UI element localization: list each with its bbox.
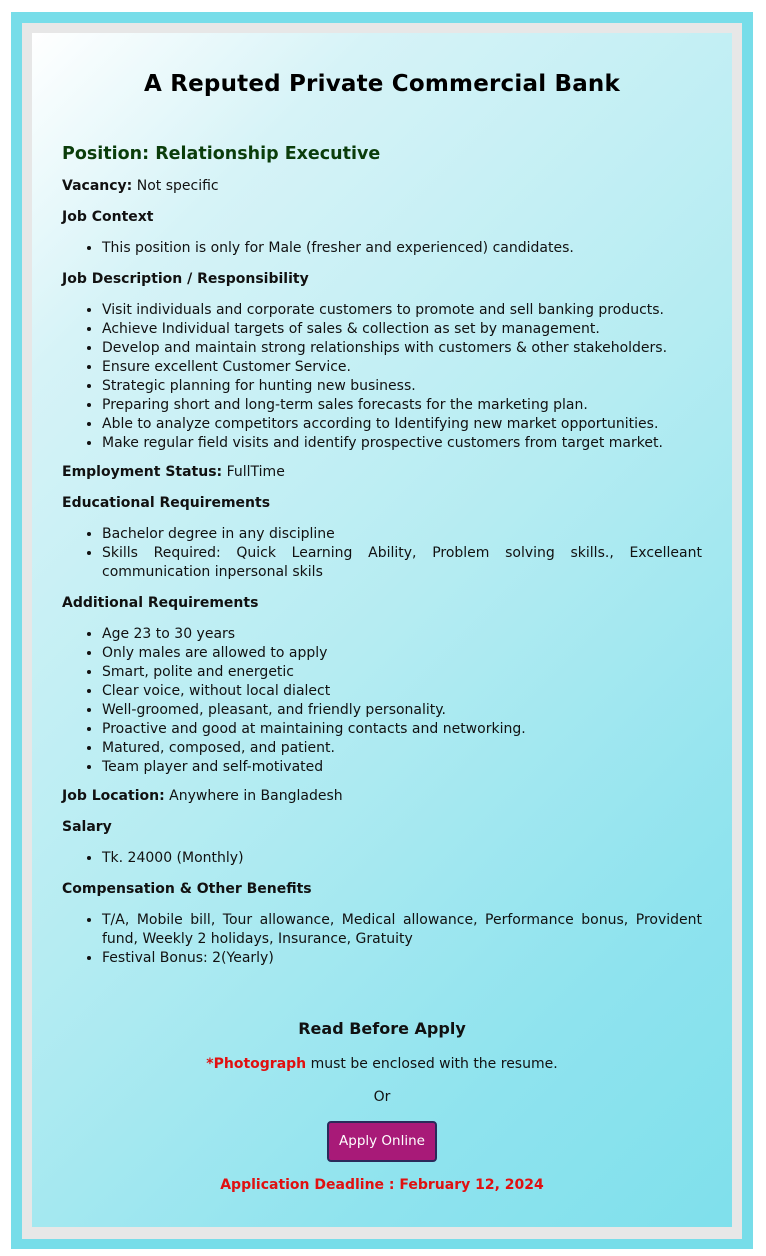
photograph-note [62, 1055, 702, 1074]
salary-heading: Salary [62, 819, 112, 835]
list-item: • Preparing short and long-term sales forecasts for the marketing plan. [102, 396, 702, 415]
photograph-text: must be enclosed with the resume. [306, 1056, 558, 1072]
list-item: • Skills Required: Quick Learning Ability, Problem solving skills., Excelleant communication inpersonal skils [102, 544, 702, 582]
educational-heading: Educational Requirements [62, 495, 271, 511]
job-location-value: Anywhere in Bangladesh [169, 788, 343, 804]
list-item: • Well-groomed, pleasant, and friendly personality. [102, 701, 702, 720]
vacancy-label: Vacancy: [62, 178, 133, 194]
job-location-label: Job Location: [62, 788, 165, 804]
photograph-label: *Photograph [206, 1056, 307, 1072]
list-item: • Achieve Individual targets of sales & collection as set by management. [102, 320, 702, 339]
job-description-heading: Job Description / Responsibility [62, 271, 309, 287]
additional-list [62, 625, 702, 777]
list-item: • Strategic planning for hunting new business. [102, 377, 702, 396]
list-item: • Tk. 24000 (Monthly) [102, 849, 702, 868]
educational-list [62, 525, 702, 582]
employment-status-value: FullTime [226, 464, 285, 480]
list-item: • T/A, Mobile bill, Tour allowance, Medical allowance, Performance bonus, Provident fund, Weekly 2 holidays, Insurance, Gratuity [102, 911, 702, 949]
list-item: • Able to analyze competitors according to Identifying new market opportunities. [102, 415, 702, 434]
compensation-heading: Compensation & Other Benefits [62, 881, 312, 897]
employment-status-row [62, 463, 702, 482]
job-post-card [32, 33, 732, 1227]
job-location-row [62, 787, 702, 806]
list-item: • Festival Bonus: 2(Yearly) [102, 949, 702, 968]
employment-status-label: Employment Status: [62, 464, 223, 480]
list-item: • Visit individuals and corporate customers to promote and sell banking products. [102, 301, 702, 320]
list-item: • Age 23 to 30 years [102, 625, 702, 644]
outer-frame [11, 12, 753, 1249]
list-item: • Ensure excellent Customer Service. [102, 358, 702, 377]
salary-list [62, 849, 702, 868]
compensation-list [62, 911, 702, 968]
read-before-apply-heading: Read Before Apply [298, 1019, 466, 1038]
vacancy-value: Not specific [136, 178, 219, 194]
list-item: • Only males are allowed to apply [102, 644, 702, 663]
list-item: • Smart, polite and energetic [102, 663, 702, 682]
list-item: • Clear voice, without local dialect [102, 682, 702, 701]
inner-frame [22, 23, 742, 1239]
company-title: A Reputed Private Commercial Bank [143, 71, 621, 97]
application-deadline: Application Deadline : February 12, 2024 [220, 1177, 544, 1193]
list-item: • This position is only for Male (fresher and experienced) candidates. [102, 239, 702, 258]
job-description-list [62, 301, 702, 453]
apply-button-wrap [62, 1121, 702, 1162]
job-context-list [62, 239, 702, 258]
list-item: • Bachelor degree in any discipline [102, 525, 702, 544]
position-title: Position: Relationship Executive [62, 144, 381, 164]
list-item: • Team player and self-motivated [102, 758, 702, 777]
list-item: • Proactive and good at maintaining contacts and networking. [102, 720, 702, 739]
list-item: • Matured, composed, and patient. [102, 739, 702, 758]
list-item: • Make regular field visits and identify prospective customers from target market. [102, 434, 702, 453]
job-context-heading: Job Context [62, 209, 154, 225]
additional-heading: Additional Requirements [62, 595, 259, 611]
vacancy-row [62, 177, 702, 196]
list-item: • Develop and maintain strong relationships with customers & other stakeholders. [102, 339, 702, 358]
apply-online-button[interactable]: Apply Online [327, 1121, 437, 1162]
or-separator: Or [373, 1089, 391, 1105]
